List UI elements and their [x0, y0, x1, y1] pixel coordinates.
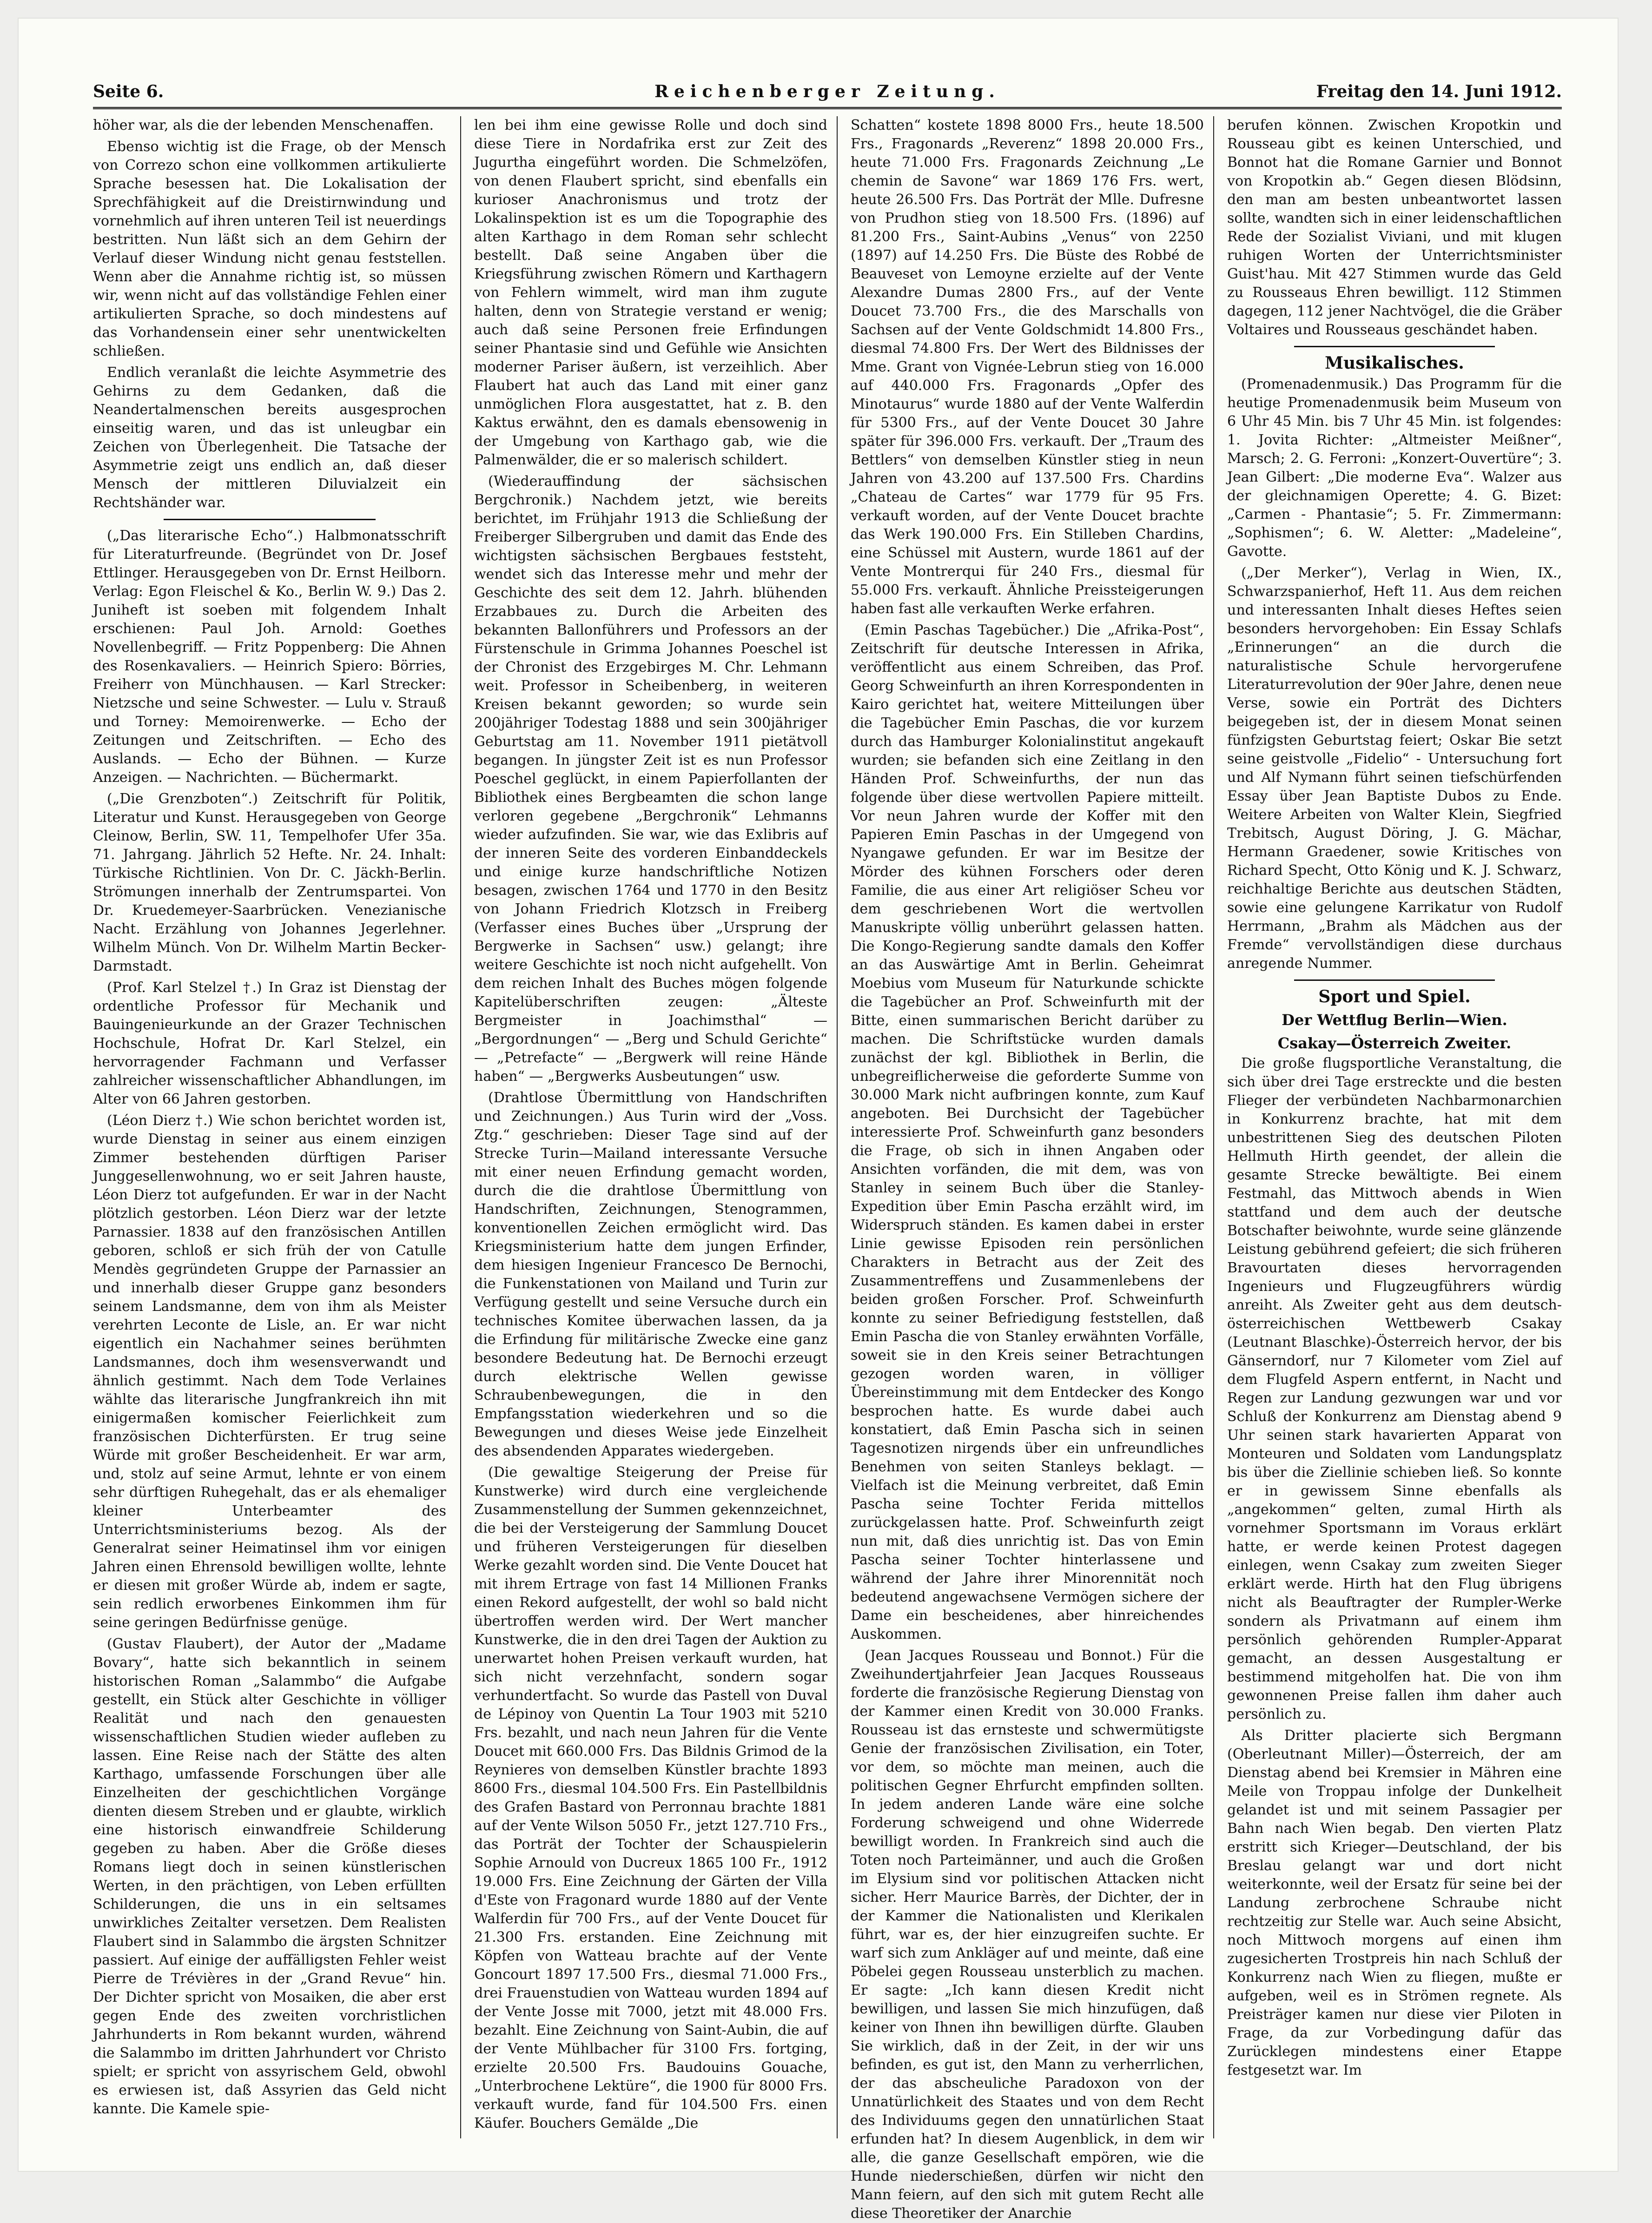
- article-text: (Jean Jacques Rousseau und Bonnot.) Für die Zweihundertjahrfeier Jean Jacques Rousseaus forderte die französische Regierung Dienstag von der Kammer einen Kredit von 30.000 Franks. Rousseau ist das ernsteste und schwermütigste Genie der französischen Zivilisation, ein Toter, vor dem, so möchte man meinen, auch die politischen Gegner Ehrfurcht empfinden sollten. In jedem anderen Lande wäre eine solche Forderung schweigend und ohne Widerrede bewilligt worden. In Frankreich sind auch die Toten noch Parteimänner, und auch die Großen im Elysium sind vor politischen Attacken nicht sicher. Herr Maurice Barrès, der Dichter, der in der Kammer die Nationalisten und Klerikalen führt, war es, der hier einzugreifen suchte. Er warf sich zum Ankläger auf und meinte, daß eine Pöbelei gegen Rousseau unsterblich zu machen. Er sagte: „Ich kann diesen Kredit nicht bewilligen, und lassen Sie mich hinzufügen, daß keiner von Ihnen ihn bewilligen dürfte. Glauben Sie wirklich, daß in der Zeit, in der wir uns befinden, es gut ist, den Mann zu verherrlichen, der das abscheuliche Paradoxon von der Unnatürlichkeit des Staates und von dem Recht des Individuums gegen den unnatürlichen Staat erfunden hat? In diesem Augenblick, in dem wir alle, die ganze Gesellschaft empören, wie die Hunde niederschießen, dürfen wir nicht den Mann feiern, auf den sich mit gutem Recht alle diese Theoretiker der Anarchie: [851, 1647, 1204, 2222]
- section-divider: [1294, 346, 1495, 347]
- page-number: Seite 6.: [93, 82, 164, 101]
- section-heading: Sport und Spiel.: [1318, 987, 1471, 1006]
- column-rule: [460, 116, 461, 2138]
- column-3: [851, 116, 1204, 2222]
- article-text: (Emin Paschas Tagebücher.) Die „Afrika-Post“, Zeitschrift für deutsche Interessen in Afrika, veröffentlicht aus einem Schreiben, das Prof. Georg Schweinfurth an ihren Korrespondenten in Kairo gerichtet hat, weitere Mitteilungen über die Tagebücher Emin Paschas, die vor kurzem durch das Hamburger Kolonialinstitut angekauft wurden; sie befanden sich eine Zeitlang in den Händen Prof. Schweinfurths, der nun das folgende über diese wertvollen Papiere mitteilt. Vor neun Jahren wurde der Koffer mit den Papieren Emin Paschas in der Umgegend von Nyangawe gefunden. Er war im Besitze der Mörder des kühnen Forschers oder deren Familie, die aus einer Art religiöser Scheu vor dem geschriebenen Wort die wertvollen Manuskripte völlig unberührt gelassen hatten. Die Kongo-Regierung sandte damals den Koffer an das Auswärtige Amt in Berlin. Geheimrat Moebius vom Museum für Naturkunde schickte die Tagebücher an Prof. Schweinfurth mit der Bitte, einen summarischen Bericht darüber zu machen. Die Schriftstücke wurden damals zunächst der kgl. Bibliothek in Berlin, die unbegreiflicherweise die geforderte Summe von 30.000 Mark nicht aufbringen konnte, zum Kauf angeboten. Bei Durchsicht der Tagebücher interessierte Prof. Schweinfurth ganz besonders die Frage, ob sich in ihnen Angaben oder Ansichten vorfänden, die mit dem, was von Stanley in seinem Buch über die Stanley-Expedition über Emin Pascha erzählt wird, im Widerspruch ständen. Es kamen dabei in erster Linie gewisse Episoden rein persönlichen Charakters in Betracht aus der Zeit des Zusammentreffens und Zusammenlebens der beiden großen Forscher. Prof. Schweinfurth konnte zu seiner Befriedigung feststellen, daß Emin Pascha die von Stanley erwähnten Vorfälle, soweit sie in den Kreis seiner Betrachtungen gezogen worden waren, in völliger Übereinstimmung mit dem Entdecker des Kongo besprochen hatte. Es wurde dabei auch konstatiert, daß Emin Pascha sich in seinen Tagesnotizen nirgends über ein unfreundliches Benehmen von seiten Stanleys beklagt. — Vielfach ist die Meinung verbreitet, daß Emin Pascha seine Tochter Ferida mittellos zurückgelassen hatte. Prof. Schweinfurth zeigt nun mit, daß dies unrichtig ist. Das von Emin Pascha seiner Tochter hinterlassene und während der Jahre ihrer Minorennität noch bedeutend angewachsene Vermögen sichere der Dame ein bescheidenes, aber hinreichendes Auskommen.: [851, 622, 1204, 1642]
- article-text: Endlich veranlaßt die leichte Asymmetrie des Gehirns zu dem Gedanken, daß die Neandertalmenschen bereits ausgesprochen einseitig waren, und das ist unleugbar ein Zeichen von Überlegenheit. Die Tatsache der Asymmetrie zeigt uns endlich an, daß dieser Mensch der mittleren Diluvialzeit ein Rechtshänder war.: [93, 364, 446, 511]
- running-head: [93, 79, 1562, 109]
- article-text: (Gustav Flaubert), der Autor der „Madame Bovary“, hatte sich bekanntlich in seinem historischen Roman „Salammbo“ die Aufgabe gestellt, ein Stück alter Geschichte in völliger Realität und nach den genauesten wissenschaftlichen Studien wieder aufleben zu lassen. Eine Reise nach der Stätte des alten Karthago, umfassende Forschungen über alle Einzelheiten der geschichtlichen Vorgänge dienten diesem Streben und er glaubte, wirklich eine historisch einwandfreie Schilderung gegeben zu haben. Aber die Größe dieses Romans liegt doch in seinen künstlerischen Werten, in den prächtigen, von Leben erfüllten Schilderungen, die uns in ein seltsames unwirkliches Zeitalter versetzen. Dem Realisten Flaubert sind in Salammbo die ärgsten Schnitzer passiert. Auf einige der auffälligsten Fehler weist Pierre de Trévières in der „Grand Revue“ hin. Der Dichter spricht von Mosaiken, die aber erst gegen Ende des zweiten vorchristlichen Jahrhunderts in Rom bekannt wurden, während die Salammbo im dritten Jahrhundert vor Christo spielt; er spricht von assyrischem Geld, obwohl es erwiesen ist, daß Assyrien das Geld nicht kannte. Die Kamele spie-: [93, 1636, 446, 2117]
- article-text: höher war, als die der lebenden Menschenaffen.: [93, 117, 434, 133]
- column-1: [93, 116, 446, 2138]
- section-divider: [164, 519, 376, 520]
- column-2: [474, 116, 827, 2138]
- article-text: (Die gewaltige Steigerung der Preise für Kunstwerke) wird durch eine vergleichende Zusammenstellung der Summen gekennzeichnet, die bei der Versteigerung der Sammlung Doucet und früheren Versteigerungen für dieselben Werke gezahlt worden sind. Die Vente Doucet hat mit ihrem Ertrage von fast 14 Millionen Franks einen Rekord aufgestellt, der wohl so bald nicht übertroffen werden wird. Der Wert mancher Kunstwerke, die in den drei Tagen der Auktion zu unerwartet hohen Preisen verkauft wurden, hat sich nicht verzehnfacht, sondern sogar verhundertfacht. So wurde das Pastell von Duval de Lépinoy von Quentin La Tour 1903 mit 5210 Frs. bezahlt, und nach neun Jahren für die Vente Doucet mit 660.000 Frs. Das Bildnis Grimod de la Reynieres von demselben Künstler brachte 1893 8600 Frs., diesmal 104.500 Frs. Ein Pastellbildnis des Grafen Bastard von Perronnau brachte 1881 auf der Vente Wilson 5050 Fr., jetzt 127.710 Frs., das Porträt der Tochter der Schauspielerin Sophie Arnould von Ducreux 1865 100 Fr., 1912 19.000 Frs. Eine Zeichnung der Gärten der Villa d'Este von Fragonard wurde 1880 auf der Vente Walferdin für 700 Frs., auf der Vente Doucet für 21.300 Frs. erstanden. Eine Zeichnung mit Köpfen von Watteau brachte auf der Vente Goncourt 1897 17.500 Frs., diesmal 71.000 Frs., drei Frauenstudien von Watteau wurden 1894 auf der Vente Josse mit 7000, jetzt mit 48.000 Frs. bezahlt. Eine Zeichnung von Saint-Aubin, die auf der Vente Mühlbacher für 3100 Frs. fortging, erzielte 20.500 Frs. Baudouins Gouache, „Unterbrochene Lektüre“, die 1900 für 8000 Frs. verkauft wurde, fand für 104.500 Frs. einen Käufer. Bouchers Gemälde „Die: [474, 1464, 827, 2131]
- newspaper-page: [19, 19, 1618, 2222]
- article-text: („Der Merker“), Verlag in Wien, IX., Schwarzspanierhof, Heft 11. Aus dem reichen und interessanten Inhalt dieses Heftes seien besonders hervorgehoben: Ein Essay Schlafs „Erinnerungen“ an die durch die naturalistische Schule hervorgerufene Literaturrevolution der 90er Jahre, denen neue Verse, sowie ein Porträt des Dichters beigegeben ist, der in diesem Monat seinen fünfzigsten Geburtstag feiert; Oskar Bie setzt seine geistvolle „Fidelio“ - Untersuchung fort und Alf Nymann führt seinen tiefschürfenden Essay über Jean Baptiste Dubos zu Ende. Weitere Arbeiten von Walter Klein, Siegfried Trebitsch, August Döring, J. G. Mächar, Hermann Graedener, sowie Kritisches von Richard Specht, Otto König und K. J. Schwarz, reichhaltige Berichte aus deutschen Städten, sowie eine gelungene Karrikatur von Rudolf Herrmann, „Brahm als Mädchen aus der Fremde“ vervollständigen diese durchaus anregende Nummer.: [1227, 565, 1562, 972]
- article-text: Als Dritter placierte sich Bergmann (Oberleutnant Miller)—Österreich, der am Dienstag abend bei Kremsier in Mähren eine Meile von Troppau infolge der Dunkelheit gelandet ist und mit seinem Passagier per Bahn nach Wien begab. Den vierten Platz erstritt sich Krieger—Deutschland, der bis Breslau gelangt war und dort nicht weiterkonnte, weil der Ersatz für seine bei der Landung zerbrochene Schraube nicht rechtzeitig zur Stelle war. Auch seine Absicht, noch Mittwoch morgens auf einen ihm zugesicherten Trostpreis hin nach Schluß der Konkurrenz nach Wien zu fliegen, mußte er aufgeben, weil es in Strömen regnete. Als Preisträger kamen nur diese vier Piloten in Frage, da zur Vorbedingung dafür das Zurücklegen mindestens einer Etappe festgesetzt war. Im: [1227, 1727, 1562, 2078]
- article-text: (Promenadenmusik.) Das Programm für die heutige Promenadenmusik beim Museum von 6 Uhr 45 Min. bis 7 Uhr 45 Min. ist folgendes: 1. Jovita Richter: „Altmeister Meißner“, Marsch; 2. G. Ferroni: „Konzert-Ouvertüre“; 3. Jean Gilbert: „Die moderne Eva“. Walzer aus der gleichnamigen Operette; 4. G. Bizet: „Carmen - Phantasie“; 5. Fr. Zimmermann: „Sophismen“; 6. W. Aletter: „Madeleine“, Gavotte.: [1227, 376, 1562, 560]
- article-text: Ebenso wichtig ist die Frage, ob der Mensch von Correzo schon eine vollkommen artikulierte Sprache besessen hat. Die Lokalisation der Sprechfähigkeit auf die Dreistirnwindung und vornehmlich auf ihren unteren Teil ist neuerdings bestritten. Nun läßt sich an dem Gehirn der Verlauf dieser Windung nicht genau feststellen. Wenn aber die Annahme richtig ist, so müssen wir, wenn nicht auf das vollständige Fehlen einer artikulierten Sprache, so doch mindestens auf das Vorhandensein einer sehr unentwickelten schließen.: [93, 139, 446, 359]
- column-4: [1227, 116, 1562, 2138]
- article-text: (Léon Dierz †.) Wie schon berichtet worden ist, wurde Dienstag in seiner aus einem einzigen Zimmer bestehenden dürftigen Pariser Junggesellenwohnung, wo er seit Jahren hauste, Léon Dierz tot aufgefunden. Er war in der Nacht plötzlich gestorben. Léon Dierz war der letzte Parnassier. 1838 auf den französischen Antillen geboren, schloß er sich früh der von Catulle Mendès gegründeten Gruppe der Parnassier an und innerhalb dieser Gruppe ganz besonders seinem Landsmanne, dem von ihm als Meister verehrten Leconte de Lisle, an. Er war nicht eigentlich ein Nachahmer seines berühmten Landsmannes, doch ihm wesensverwandt und ähnlich gestimmt. Nach dem Tode Verlaines wählte das literarische Jungfrankreich ihn mit einigermaßen komischer Feierlichkeit zum französischen Dichterfürsten. Er trug seine Würde mit großer Bescheidenheit. Er war arm, und, stolz auf seine Armut, lehnte er von einem sehr dürftigen Ruhegehalt, das er als ehemaliger kleiner Unterbeamter des Unterrichtsministeriums bezog. Als der Generalrat seiner Heimatinsel ihm vor einigen Jahren einen Ehrensold bewilligen wollte, lehnte er diesen mit großer Würde ab, indem er sagte, sein redlich erworbenes Einkommen ihm für seine geringen Bedürfnisse genüge.: [93, 1112, 446, 1631]
- column-rule: [1213, 116, 1214, 2138]
- article-text: len bei ihm eine gewisse Rolle und doch sind diese Tiere in Nordafrika erst zur Zeit des Jugurtha eingeführt worden. Die Schmelzöfen, von denen Flaubert spricht, sind ebenfalls ein kurioser Anachronismus und trotz der Lokalinspektion ist es um die Topographie des alten Karthago in dem Roman sehr schlecht bestellt. Daß seine Angaben über die Kriegsführung zwischen Römern und Karthagern von Fehlern wimmelt, wird man ihm zugute halten, denn von Strategie verstand er wenig; auch daß seine Personen freie Erfindungen seiner Phantasie sind und Gefühle wie Ansichten moderner Pariser äußern, ist verzeihlich. Aber Flaubert hat auch das Land mit einer ganz unmöglichen Flora ausgestattet, hat z. B. den Kaktus erwähnt, den es damals ebensowenig in der Umgebung von Karthago gab, wie die Palmenwälder, die er so malerisch schildert.: [474, 117, 827, 468]
- article-text: Schatten“ kostete 1898 8000 Frs., heute 18.500 Frs., Fragonards „Reverenz“ 1898 20.000 Frs., heute 71.000 Frs. Fragonards Zeichnung „Le chemin de Savone“ war 1869 176 Frs. wert, heute 26.500 Frs. Das Porträt der Mlle. Dufresne von Prudhon stieg von 18.500 Frs. (1896) auf 81.200 Frs., Saint-Aubins „Venus“ von 2250 (1897) auf 14.250 Frs. Die Büste des Robbé de Beauveset von Lemoyne erzielte auf der Vente Alexandre Dumas 2800 Frs., auf der Vente Doucet 73.700 Frs., die des Marschalls von Sachsen auf der Vente Goldschmidt 14.800 Frs., diesmal 74.800 Frs. Der Wert des Bildnisses der Mme. Grant von Vignée-Lebrun stieg von 16.000 auf 440.000 Frs. Fragonards „Opfer des Minotaurus“ wurde 1880 auf der Vente Walferdin für 5300 Frs., auf der Vente Doucet 30 Jahre später für 396.000 Frs. verkauft. Der „Traum des Bettlers“ von demselben Künstler stieg in neun Jahren von 43.200 auf 137.500 Frs. Chardins „Chateau de Cartes“ war 1779 für 95 Frs. verkauft worden, auf der Vente Doucet brachte das Werk 190.000 Frs. Ein Stilleben Chardins, eine Schüssel mit Austern, wurde 1861 auf der Vente Montrerqui für 240 Frs., diesmal für 55.000 Frs. verkauft. Ähnliche Preissteigerungen haben fast alle verkauften Werke erfahren.: [851, 117, 1204, 617]
- column-rule: [837, 116, 838, 2138]
- article-text: („Das literarische Echo“.) Halbmonatsschrift für Literaturfreunde. (Begründet von Dr. Josef Ettlinger. Herausgegeben von Dr. Ernst Heilborn. Verlag: Egon Fleischel & Ko., Berlin W. 9.) Das 2. Juniheft ist soeben mit folgendem Inhalt erschienen: Paul Joh. Arnold: Goethes Novellenbegriff. — Fritz Poppenberg: Die Ahnen des Rosenkavaliers. — Heinrich Spiero: Börries, Freiherr von Münchhausen. — Karl Strecker: Nietzsche und seine Schwester. — Lulu v. Strauß und Torney: Memoirenwerke. — Echo der Zeitungen und Zeitschriften. — Echo des Auslands. — Echo der Bühnen. — Kurze Anzeigen. — Nachrichten. — Büchermarkt.: [93, 528, 446, 786]
- masthead: Reichenberger Zeitung.: [654, 82, 1000, 101]
- article-subheading: Csakay—Österreich Zweiter.: [1277, 1034, 1512, 1052]
- article-text: Die große flugsportliche Veranstaltung, die sich über drei Tage erstreckte und die besten Flieger der verbündeten Nachbarmonarchien in Konkurrenz brachte, hat mit dem unbestrittenen Sieg des deutschen Piloten Hellmuth Hirth geendet, der allein die gesamte Strecke bewältigte. Bei einem Festmahl, das Mittwoch abends in Wien stattfand und dem auch der deutsche Botschafter beiwohnte, wurde seine glänzende Leistung gebührend gefeiert; die sich früheren Bravourtaten dieses hervorragenden Ingenieurs und Flugzeugführers würdig anreiht. Als Zweiter geht aus dem deutsch-österreichischen Wettbewerb Csakay (Leutnant Blaschke)-Österreich hervor, der bis Gänserndorf, nur 7 Kilometer vom Ziel auf dem Flugfeld Aspern entfernt, in Nacht und Regen zur Landung gezwungen war und vor Schluß der Konkurrenz am Dienstag abend 9 Uhr seinen stark havarierten Apparat von Monteuren und Soldaten vom Landungsplatz bis über die Ziellinie schieben ließ. So konnte er in gewissem Sinne ebenfalls als „angekommen“ gelten, zumal Hirth als vornehmer Sportsmann im Voraus erklärt hatte, er werde keinen Protest dagegen einlegen, wenn Csakay zum zweiten Sieger erklärt werde. Hirth hat den Flug übrigens nicht als Beauftragter der Rumpler-Werke sondern als Privatmann auf einem ihm persönlich gehörenden Rumpler-Apparat gemacht, an dessen Ausgestaltung er bestimmend mitgeholfen hat. Die von ihm gewonnenen Preise fallen ihm daher auch persönlich zu.: [1227, 1055, 1562, 1722]
- text-columns: [93, 116, 1562, 2222]
- article-heading: Der Wettflug Berlin—Wien.: [1282, 1011, 1507, 1029]
- article-text: (Drahtlose Übermittlung von Handschriften und Zeichnungen.) Aus Turin wird der „Voss. Ztg.“ geschrieben: Dieser Tage sind auf der Strecke Turin—Mailand interessante Versuche mit einer neuen Erfindung gemacht worden, durch die die drahtlose Übermittlung von Handschriften, Zeichnungen, Stenogrammen, konventionellen Zeichen ermöglicht wird. Das Kriegsministerium hatte dem jungen Erfinder, dem hiesigen Ingenieur Francesco De Bernochi, die Funkenstationen von Mailand und Turin zur Verfügung gestellt und seine Versuche durch ein technisches Komitee überwachen lassen, da ja die Erfindung für militärische Zwecke eine ganz besondere Bedeutung hat. De Bernochi erzeugt durch elektrische Wellen gewisse Schraubenbewegungen, die in den Empfangsstation wiederkehren und so die Bewegungen und dieses Weise jede Einzelheit des absendenden Apparates wiedergeben.: [474, 1090, 827, 1459]
- section-divider: [1294, 979, 1495, 981]
- article-text: („Die Grenzboten“.) Zeitschrift für Politik, Literatur und Kunst. Herausgegeben von George Cleinow, Berlin, SW. 11, Tempelhofer Ufer 35a. 71. Jahrgang. Jährlich 52 Hefte. Nr. 24. Inhalt: Türkische Richtlinien. Von Dr. C. Jäckh-Berlin. Strömungen innerhalb der Zentrumspartei. Von Dr. Kruedemeyer-Saarbrücken. Venezianische Nacht. Erzählung von Johannes Jegerlehner. Wilhelm Münch. Von Dr. Wilhelm Martin Becker-Darmstadt.: [93, 791, 446, 974]
- section-heading: Musikalisches.: [1325, 353, 1464, 373]
- article-text: (Wiederauffindung der sächsischen Bergchronik.) Nachdem jetzt, wie bereits berichtet, im Frühjahr 1913 die Schließung der Freiberger Silbergruben und damit das Ende des wichtigsten sächsischen Bergbaues feststeht, wendet sich das Interesse mehr und mehr der Geschichte des seit dem 12. Jahrh. blühenden Erzabbaues zu. Durch die Arbeiten des bekannten Ballonführers und Professors an der Fürstenschule in Grimma Johannes Poeschel ist der Chronist des Erzgebirges M. Chr. Lehmann weit. Professor in Scheibenberg, in weiteren Kreisen bekannt geworden; so wurde sein 200jähriger Todestag 1888 und sein 300jähriger Geburtstag am 11. November 1911 pietätvoll begangen. In jüngster Zeit ist es nun Professor Poeschel geglückt, in einem Papierfollanten der Bibliothek eines Bergbeamten die schon lange verloren gegebene „Bergchronik“ Lehmanns wieder aufzufinden. Sie war, wie das Exlibris auf der inneren Seite des vorderen Einbanddeckels und einige kurze handschriftliche Notizen besagen, zwischen 1764 und 1770 in den Besitz von Johann Friedrich Klotzsch in Freiberg (Verfasser eines Buches über „Ursprung der Bergwerke in Sachsen“ usw.) gelangt; ihre weitere Geschichte ist noch nicht aufgehellt. Von dem reichen Inhalt des Buches mögen folgende Kapitelüberschriften zeugen: „Älteste Bergmeister in Joachimsthal“ — „Bergordnungen“ — „Berg und Schuld Gerichte“ — „Petrefacte“ — „Bergwerk will reine Hände haben“ — „Bergwerks Ausbeutungen“ usw.: [474, 473, 827, 1085]
- issue-date: Freitag den 14. Juni 1912.: [1316, 82, 1562, 101]
- article-text: berufen können. Zwischen Kropotkin und Rousseau gibt es keinen Unterschied, und Bonnot hat die Romane Garnier und Bonnot von Kropotkin ab.“ Gegen diesen Blödsinn, den man am besten unbeantwortet lassen sollte, wandten sich in einer leidenschaftlichen Rede der Sozialist Viviani, und mit klugen ruhigen Worten der Unterrichtsminister Guist'hau. Mit 427 Stimmen wurde das Geld zu Rousseaus Ehren bewilligt. 112 Stimmen dagegen, 112 jener Nachtvögel, die die Gräber Voltaires und Rousseaus geschändet haben.: [1227, 117, 1562, 338]
- article-text: (Prof. Karl Stelzel †.) In Graz ist Dienstag der ordentliche Professor für Mechanik und Bauingenieurkunde an der Grazer Technischen Hochschule, Hofrat Dr. Karl Stelzel, ein hervorragender Fachmann und Verfasser zahlreicher wissenschaftlicher Abhandlungen, im Alter von 66 Jahren gestorben.: [93, 979, 446, 1107]
